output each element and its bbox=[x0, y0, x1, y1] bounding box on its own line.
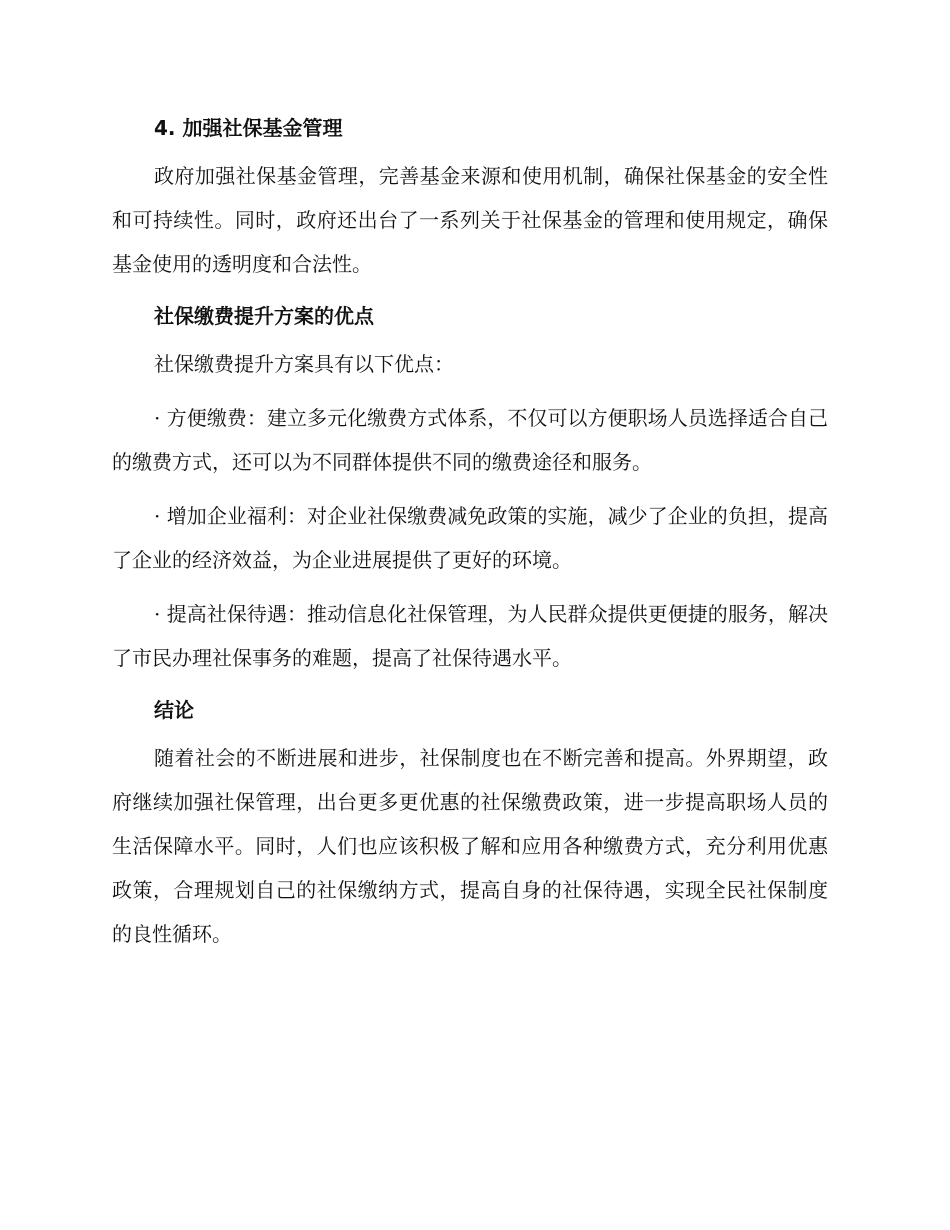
section-heading-advantages: 社保缴费提升方案的优点 bbox=[154, 304, 374, 328]
bullet-social-security-benefits: · 提高社保待遇：推动信息化社保管理，为人民群众提供更便捷的服务，解决了市民办理社保事务的难题，提高了社保待遇水平。 bbox=[112, 602, 828, 670]
paragraph-conclusion: 随着社会的不断进展和进步，社保制度也在不断完善和提高。外界期望，政府继续加强社保管理，出台更多更优惠的社保缴费政策，进一步提高职场人员的生活保障水平。同时，人们也应该积极了解和应用各种缴费方式，充分利用优惠政策，合理规划自己的社保缴纳方式，提高自身的社保待遇，实现全民社保制度的良性循环。 bbox=[112, 746, 828, 946]
bullet-enterprise-welfare: · 增加企业福利：对企业社保缴费减免政策的实施，减少了企业的负担，提高了企业的经济效益，为企业进展提供了更好的环境。 bbox=[112, 504, 828, 572]
paragraph-advantages-intro: 社保缴费提升方案具有以下优点： bbox=[154, 352, 454, 376]
paragraph-fund-management: 政府加强社保基金管理，完善基金来源和使用机制，确保社保基金的安全性和可持续性。同时，政府还出台了一系列关于社保基金的管理和使用规定，确保基金使用的透明度和合法性。 bbox=[112, 164, 828, 276]
section-heading-conclusion: 结论 bbox=[154, 698, 194, 722]
bullet-convenient-payment: · 方便缴费：建立多元化缴费方式体系，不仅可以方便职场人员选择适合自己的缴费方式，还可以为不同群体提供不同的缴费途径和服务。 bbox=[112, 406, 828, 474]
section-heading-fund-management: 4. 加强社保基金管理 bbox=[154, 116, 343, 140]
